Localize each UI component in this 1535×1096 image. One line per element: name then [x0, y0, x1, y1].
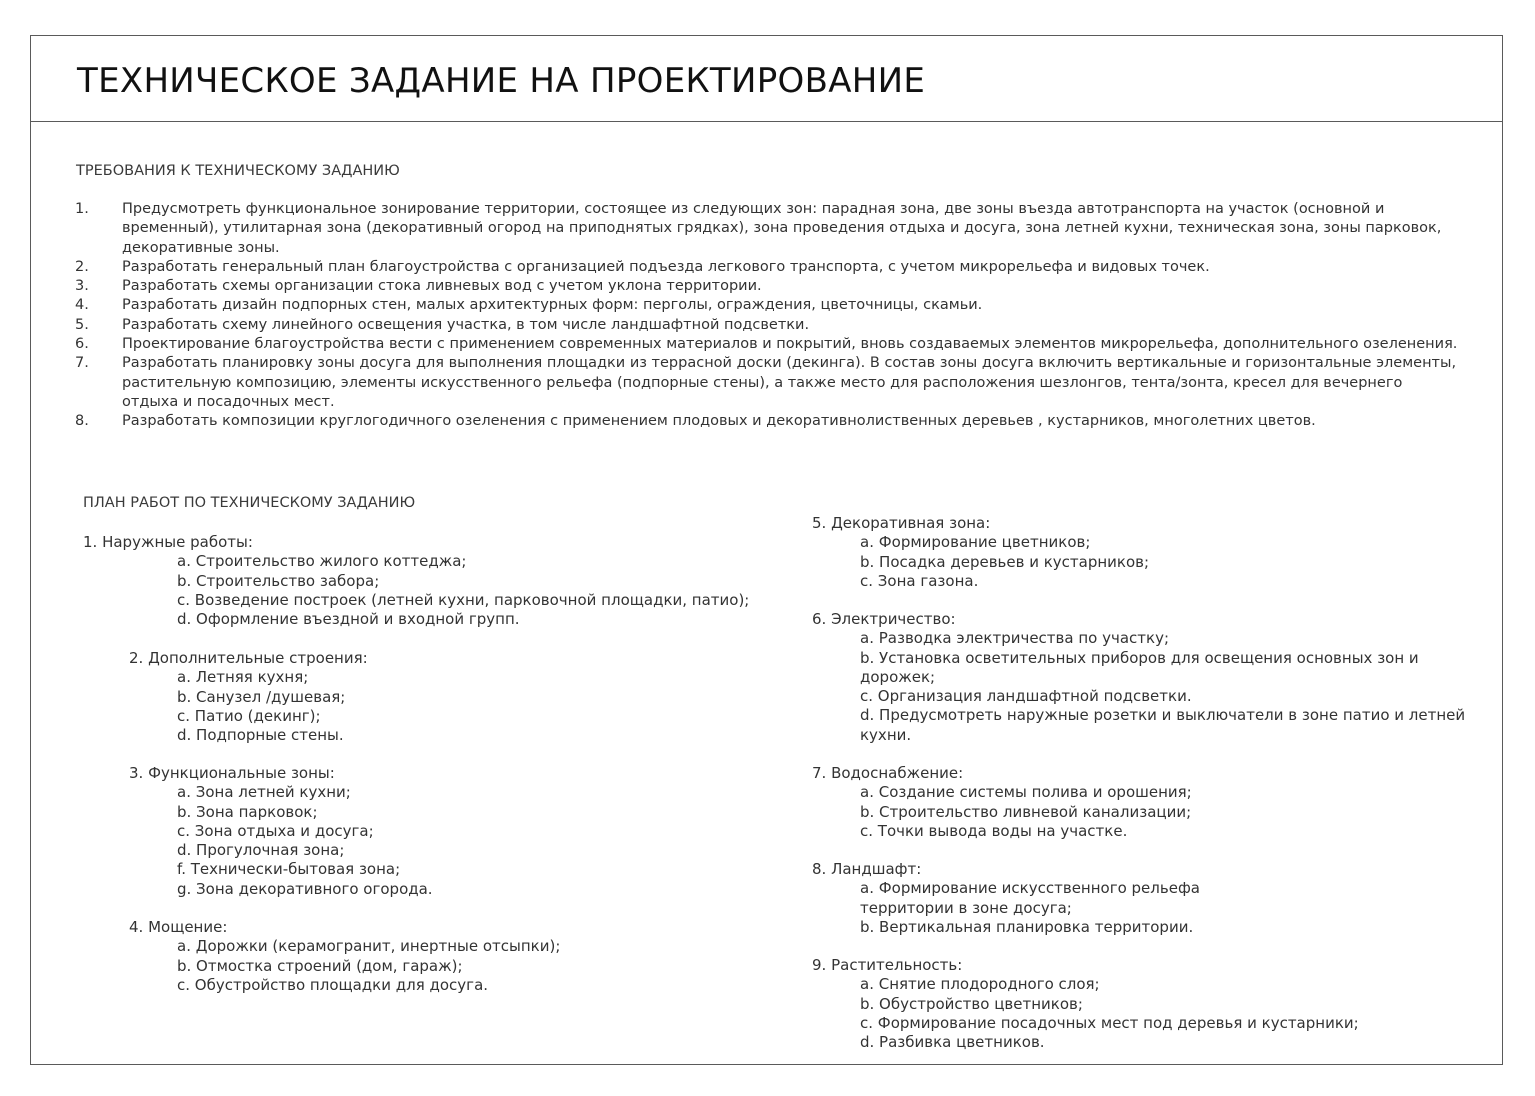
plan-group-title: 5. Декоративная зона:	[812, 514, 991, 532]
plan-heading: ПЛАН РАБОТ ПО ТЕХНИЧЕСКОМУ ЗАДАНИЮ	[83, 495, 416, 511]
plan-group-items	[177, 937, 560, 995]
plan-subitem: a. Снятие плодородного слоя;	[860, 975, 1100, 994]
plan-subitem: b. Посадка деревьев и кустарников;	[860, 552, 1150, 571]
plan-subitem: d. Прогулочная зона;	[177, 841, 345, 860]
plan-subitem: a. Создание системы полива и орошения;	[860, 783, 1192, 802]
requirement-text: Разработать схемы организации стока ливневых вод с учетом уклона территории.	[122, 278, 762, 295]
plan-subitem: a. Разводка электричества по участку;	[860, 629, 1170, 648]
plan-subitem: b. Санузел /душевая;	[177, 687, 346, 706]
plan-group-title: 4. Мощение:	[129, 918, 228, 936]
plan-group-3	[129, 764, 433, 899]
plan-group-items	[860, 783, 1192, 841]
plan-subitem: d. Предусмотреть наружные розетки и выключатели в зоне патио и летней кухни.	[860, 706, 1466, 744]
plan-group-items	[177, 668, 368, 745]
plan-subitem: c. Возведение построек (летней кухни, парковочной площадки, патио);	[177, 590, 750, 609]
requirement-number: 5.	[75, 316, 89, 333]
plan-subitem: d. Разбивка цветников.	[860, 1033, 1045, 1052]
requirement-text: Разработать схему линейного освещения участка, в том числе ландшафтной подсветки.	[122, 316, 810, 333]
requirements-list	[31, 200, 1502, 432]
plan-group-items	[860, 629, 1470, 745]
plan-group-title: 7. Водоснабжение:	[812, 764, 964, 782]
plan-group-items	[177, 783, 433, 899]
plan-subitem: c. Организация ландшафтной подсветки.	[860, 687, 1192, 706]
plan-group-8	[812, 860, 1200, 937]
requirement-item	[31, 296, 1502, 315]
plan-subitem: a. Формирование цветников;	[860, 533, 1091, 552]
plan-group-items	[177, 552, 749, 629]
requirement-number: 8.	[75, 413, 89, 430]
requirement-number: 3.	[75, 278, 89, 295]
plan-subitem: b. Вертикальная планировка территории.	[860, 917, 1194, 936]
requirement-text: Разработать генеральный план благоустройства с организацией подъезда легкового транспорта, с учетом микрорельефа и видовых точек.	[122, 258, 1210, 275]
requirement-text: Разработать планировку зоны досуга для выполнения площадки из террасной доски (декинга). В состав зоны досуга включить вертикальные и горизонтальные элементы, растительную композицию, элементы искусственного рельефа (подпорные стены), а также место для расположения шезлонгов, тента/зонта, кресел для вечернего отдыха и посадочных мест.	[122, 355, 1457, 410]
plan-subitem: d. Оформление въездной и входной групп.	[177, 610, 520, 629]
plan-subitem: c. Обустройство площадки для досуга.	[177, 975, 489, 994]
plan-group-title: 9. Растительность:	[812, 956, 963, 974]
plan-subitem: b. Обустройство цветников;	[860, 994, 1083, 1013]
page-title: ТЕХНИЧЕСКОЕ ЗАДАНИЕ НА ПРОЕКТИРОВАНИЕ	[77, 61, 926, 101]
plan-subitem: c. Зона газона.	[860, 571, 979, 590]
plan-subitem: a. Строительство жилого коттеджа;	[177, 552, 467, 571]
requirement-number: 6.	[75, 336, 89, 353]
plan-group-5	[812, 514, 1149, 591]
plan-subitem: b. Строительство ливневой канализации;	[860, 802, 1192, 821]
document-frame	[30, 35, 1503, 1065]
plan-subitem: f. Технически-бытовая зона;	[177, 860, 401, 879]
requirement-text: Проектирование благоустройства вести с применением современных материалов и покрытий, вновь создаваемых элементов микрорельефа, дополнительного озеленения.	[122, 336, 1458, 353]
requirement-item	[31, 354, 1502, 412]
plan-group-9	[812, 956, 1359, 1052]
plan-subitem: c. Зона отдыха и досуга;	[177, 821, 374, 840]
plan-subitem: c. Патио (декинг);	[177, 706, 321, 725]
plan-subitem: a. Летняя кухня;	[177, 668, 309, 687]
plan-group-items	[860, 879, 1200, 937]
plan-group-title: 2. Дополнительные строения:	[129, 649, 368, 667]
requirement-item	[31, 277, 1502, 296]
plan-subitem: c. Формирование посадочных мест под деревья и кустарники;	[860, 1013, 1359, 1032]
requirement-item	[31, 316, 1502, 335]
plan-subitem: a. Формирование искусственного рельефа территории в зоне досуга;	[860, 879, 1200, 917]
requirements-heading: ТРЕБОВАНИЯ К ТЕХНИЧЕСКОМУ ЗАДАНИЮ	[76, 163, 400, 179]
requirement-item	[31, 335, 1502, 354]
title-bar	[31, 36, 1502, 122]
requirement-text: Разработать дизайн подпорных стен, малых архитектурных форм: перголы, ограждения, цветочницы, скамьи.	[122, 297, 983, 314]
plan-group-items	[860, 975, 1359, 1052]
plan-group-2	[129, 649, 368, 745]
requirement-text: Разработать композиции круглогодичного озеленения с применением плодовых и декоративнолиственных деревьев , кустарников, многолетних цветов.	[122, 413, 1316, 430]
plan-subitem: b. Отмостка строений (дом, гараж);	[177, 956, 463, 975]
plan-subitem: b. Строительство забора;	[177, 571, 380, 590]
requirement-item	[31, 412, 1502, 431]
plan-group-1	[83, 533, 749, 629]
plan-group-title: 6. Электричество:	[812, 610, 956, 628]
plan-subitem: d. Подпорные стены.	[177, 726, 344, 745]
plan-group-title: 3. Функциональные зоны:	[129, 764, 335, 782]
requirement-text: Предусмотреть функциональное зонирование территории, состоящее из следующих зон: парадная зона, две зоны въезда автотранспорта на участок (основной и временный), утилитарная зона (декоративный огород на приподнятых грядках), зона проведения отдыха и досуга, зона летней кухни, техническая зона, зоны парковок, декоративные зоны.	[122, 201, 1442, 256]
plan-subitem: a. Зона летней кухни;	[177, 783, 351, 802]
plan-subitem: g. Зона декоративного огорода.	[177, 879, 433, 898]
plan-group-4	[129, 918, 560, 995]
requirement-item	[31, 200, 1502, 258]
plan-group-6	[812, 610, 1470, 745]
plan-group-title: 1. Наружные работы:	[83, 533, 253, 551]
plan-group-items	[860, 533, 1149, 591]
plan-group-7	[812, 764, 1192, 841]
plan-group-title: 8. Ландшафт:	[812, 860, 922, 878]
plan-subitem: a. Дорожки (керамогранит, инертные отсыпки);	[177, 937, 561, 956]
plan-subitem: b. Зона парковок;	[177, 802, 318, 821]
requirement-number: 1.	[75, 201, 89, 217]
requirement-number: 2.	[75, 258, 89, 275]
requirement-item	[31, 258, 1502, 277]
plan-subitem: b. Установка осветительных приборов для освещения основных зон и дорожек;	[860, 648, 1419, 686]
requirement-number: 7.	[75, 355, 89, 372]
requirement-number: 4.	[75, 297, 89, 314]
plan-subitem: c. Точки вывода воды на участке.	[860, 821, 1128, 840]
